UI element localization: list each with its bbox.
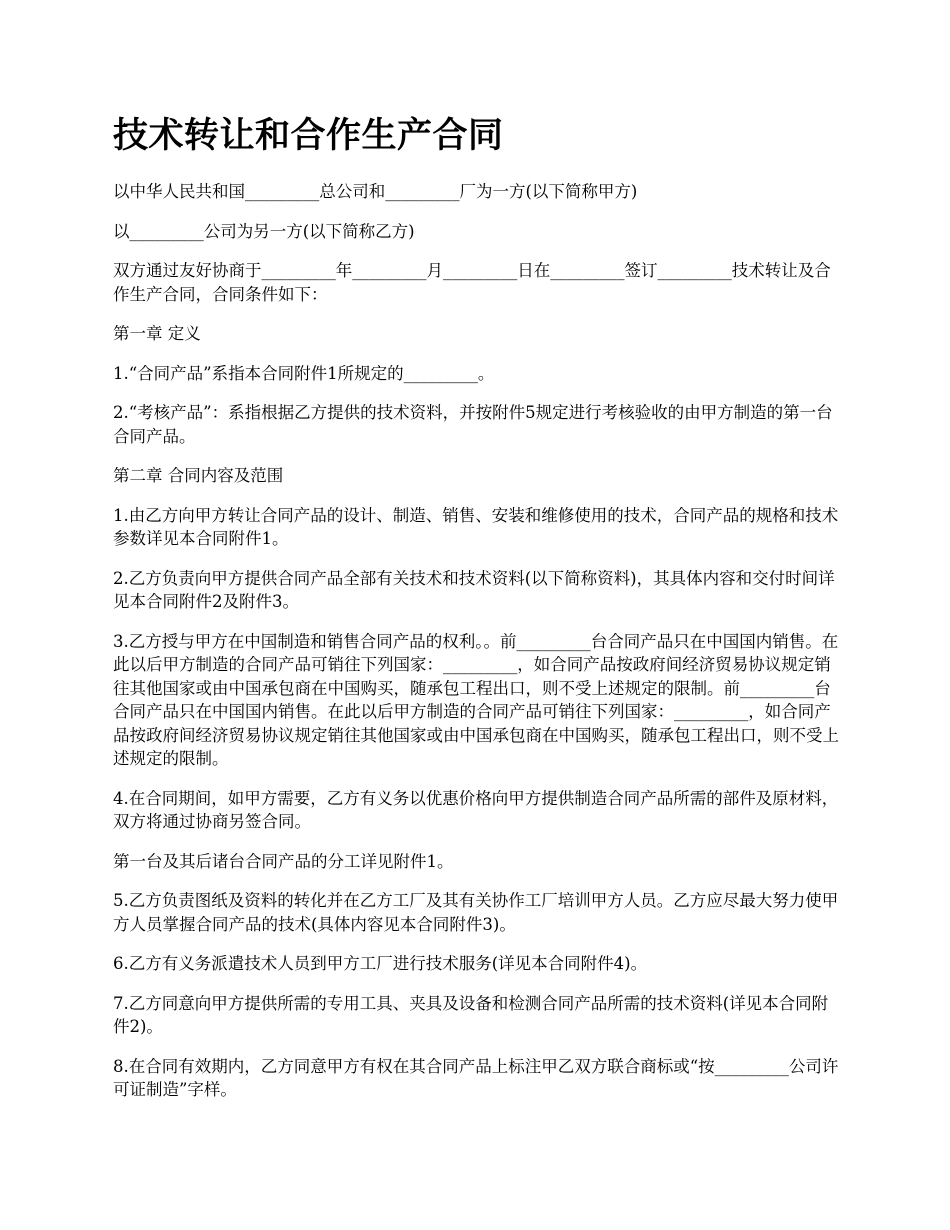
clause: 1.“合同产品”系指本合同附件1所规定的_________。 [113, 363, 495, 383]
chapter-heading: 第一章 定义 [113, 324, 201, 343]
clause: 2.“考核产品”：系指根据乙方提供的技术资料，并按附件5规定进行考核验收的由甲方制造的第一台合同产品。 [113, 403, 833, 446]
clause: 4.在合同期间，如甲方需要，乙方有义务以优惠价格向甲方提供制造合同产品所需的部件及原材料，双方将通过协商另签合同。 [113, 788, 839, 831]
intro-agreement: 双方通过友好协商于_________年_________月_________日在_________签订_________技术转让及合作生产合同，合同条件如下： [113, 261, 831, 304]
clause: 2.乙方负责向甲方提供合同产品全部有关技术和技术资料(以下简称资料)，其具体内容和交付时间详见本合同附件2及附件3。 [113, 568, 835, 611]
clause: 5.乙方负责图纸及资料的转化并在乙方工厂及其有关协作工厂培训甲方人员。乙方应尽最大努力使甲方人员掌握合同产品的技术(具体内容见本合同附件3)。 [113, 891, 839, 934]
document-page [113, 112, 843, 1118]
intro-party-b: 以_________公司为另一方(以下简称乙方) [113, 221, 415, 241]
clause: 8.在合同有效期内，乙方同意甲方有权在其合同产品上标注甲乙双方联合商标或“按_________公司许可证制造”字样。 [113, 1056, 839, 1099]
clause: 1.由乙方向甲方转让合同产品的设计、制造、销售、安装和维修使用的技术，合同产品的规格和技术参数详见本合同附件1。 [113, 505, 839, 548]
clause: 3.乙方授与甲方在中国制造和销售合同产品的权利。。前_________台合同产品只在中国国内销售。在此以后甲方制造的合同产品可销往下列国家：_________，如合同产品按政府间经济贸易协议规定销往其他国家或由中国承包商在中国购买，随承包工程出口，则不受上述规定的限制。前_________台合同产品只在中国国内销售。在此以后甲方制造的合同产品可销往下列国家：_________，如合同产品按政府间经济贸易协议规定销往其他国家或由中国承包商在中国购买，随承包工程出口，则不受上述规定的限制。 [113, 631, 839, 768]
clause: 6.乙方有义务派遣技术人员到甲方工厂进行技术服务(详见本合同附件4)。 [113, 954, 648, 973]
document-title: 技术转让和合作生产合同 [113, 115, 504, 156]
chapter-heading: 第二章 合同内容及范围 [113, 466, 284, 485]
intro-party-a: 以中华人民共和国_________总公司和_________厂为一方(以下简称甲方) [113, 182, 638, 201]
clause: 7.乙方同意向甲方提供所需的专用工具、夹具及设备和检测合同产品所需的技术资料(详见本合同附件2)。 [113, 993, 829, 1036]
clause: 第一台及其后诸台合同产品的分工详见附件1。 [113, 851, 454, 871]
